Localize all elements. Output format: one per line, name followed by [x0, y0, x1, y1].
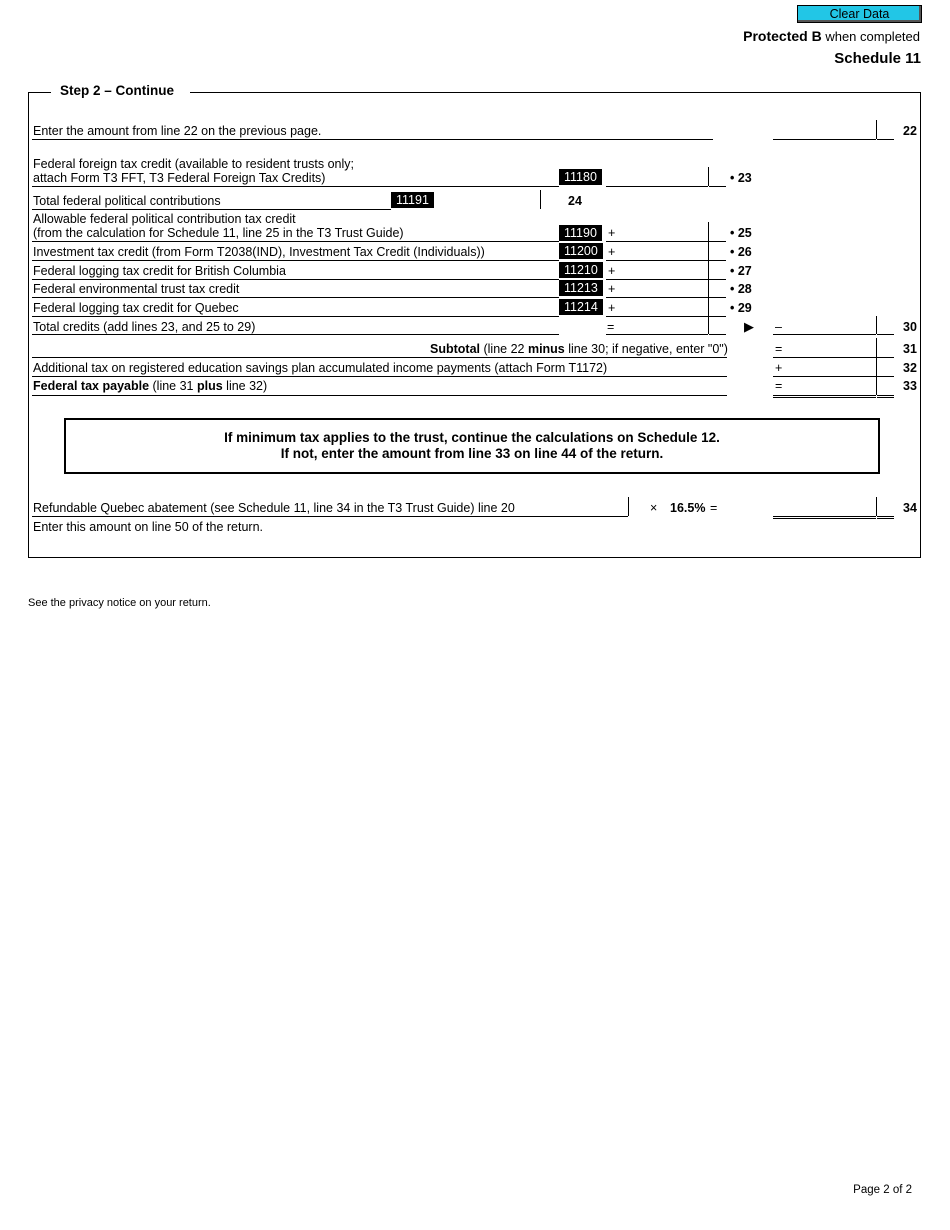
line29-label: Federal logging tax credit for Quebec — [33, 301, 239, 315]
line32-num: 32 — [903, 361, 917, 375]
line31-bold2: minus — [527, 342, 565, 356]
line31-cents[interactable] — [877, 338, 894, 358]
privacy-notice: See the privacy notice on your return. — [28, 597, 211, 609]
line30-total-cents[interactable] — [877, 316, 894, 335]
line30-label: Total credits (add lines 23, and 25 to 29) — [33, 320, 256, 334]
line27-num: • 27 — [730, 264, 752, 278]
line33-mid: (line 31 — [149, 379, 197, 393]
line33-bold: Federal tax payable — [33, 379, 150, 393]
line25-num: • 25 — [730, 226, 752, 240]
line25-op: + — [608, 226, 616, 240]
line27-op: + — [608, 264, 616, 278]
line32-field[interactable] — [773, 357, 876, 377]
line34-rate: 16.5% — [670, 501, 706, 515]
line22-num: 22 — [903, 124, 917, 138]
line31-label — [430, 342, 728, 356]
line29-field[interactable] — [606, 297, 708, 317]
line33-cents[interactable] — [877, 376, 894, 398]
line34-cents[interactable] — [877, 497, 894, 519]
line23-cents[interactable] — [709, 167, 726, 187]
line29-op: + — [608, 301, 616, 315]
line25-cents[interactable] — [709, 222, 726, 242]
frame-top-right — [190, 92, 921, 93]
line31-op: = — [775, 342, 783, 356]
line28-cents[interactable] — [709, 278, 726, 298]
line24-label: Total federal political contributions — [33, 194, 221, 208]
line27-cents[interactable] — [709, 260, 726, 280]
line24-sep — [540, 190, 541, 209]
line34-eq: = — [710, 501, 718, 515]
line26-code: 11200 — [559, 243, 603, 259]
line28-code: 11213 — [559, 280, 603, 296]
line33-bold2: plus — [196, 379, 223, 393]
minimum-tax-notice — [64, 418, 880, 474]
line23-field[interactable] — [606, 167, 708, 187]
frame-top-left — [28, 92, 51, 93]
clear-data-button[interactable]: Clear Data — [797, 5, 922, 23]
page-number: Page 2 of 2 — [853, 1184, 912, 1196]
line28-label: Federal environmental trust tax credit — [33, 282, 240, 296]
line34-underline — [32, 516, 628, 517]
protected-bold: Protected B — [743, 28, 822, 44]
notice-line1: If minimum tax applies to the trust, continue the calculations on Schedule 12. — [224, 430, 720, 445]
line23-label2: attach Form T3 FFT, T3 Federal Foreign Tax Credits) — [33, 171, 326, 185]
line31-bold: Subtotal — [430, 342, 480, 356]
line33-num: 33 — [903, 379, 917, 393]
line31-mid1: (line 22 — [480, 342, 528, 356]
line22-cents[interactable] — [877, 120, 894, 140]
line24-num: 24 — [568, 194, 582, 208]
line33-end: line 32) — [222, 379, 268, 393]
line34-line20-field[interactable] — [528, 497, 628, 516]
line31-underline — [32, 357, 727, 358]
line26-cents[interactable] — [709, 241, 726, 261]
line25-code: 11190 — [559, 225, 602, 241]
line33-op: = — [775, 379, 783, 393]
line28-underline — [32, 297, 559, 298]
line33-label — [33, 379, 267, 393]
line28-op: + — [608, 282, 616, 296]
line22-underline — [32, 139, 713, 140]
line32-label: Additional tax on registered education savings plan accumulated income payments (attach Form T1172) — [33, 361, 608, 375]
line25-label1: Allowable federal political contribution tax credit — [33, 212, 296, 226]
line30-field[interactable] — [606, 316, 708, 335]
line29-code: 11214 — [559, 299, 603, 315]
line22-label: Enter the amount from line 22 on the previous page. — [33, 124, 322, 138]
line24-field[interactable] — [438, 190, 540, 209]
line25-label2: (from the calculation for Schedule 11, line 25 in the T3 Trust Guide) — [33, 226, 404, 240]
line30-op: – — [775, 320, 782, 334]
line32-cents[interactable] — [877, 357, 894, 377]
schedule-title: Schedule 11 — [834, 50, 921, 67]
line30-total-field[interactable] — [773, 316, 876, 335]
line31-mid2: line 30; if negative, enter "0") — [564, 342, 728, 356]
line29-cents[interactable] — [709, 297, 726, 317]
multiply-sign: × — [650, 501, 658, 515]
line27-field[interactable] — [606, 260, 708, 280]
line25-field[interactable] — [606, 222, 708, 242]
line34-sep — [628, 497, 629, 516]
arrow-icon: ▶ — [744, 319, 754, 334]
line32-underline — [32, 376, 727, 377]
line24-underline — [32, 209, 391, 210]
line33-field[interactable] — [773, 376, 876, 398]
line33-underline — [32, 395, 727, 396]
line26-underline — [32, 260, 559, 261]
step-title: Step 2 – Continue — [60, 83, 175, 98]
line29-num: • 29 — [730, 301, 752, 315]
line25-underline — [32, 241, 559, 242]
line26-label: Investment tax credit (from Form T2038(IND), Investment Tax Credit (Individuals)) — [33, 245, 485, 259]
line28-num: • 28 — [730, 282, 752, 296]
protected-label — [743, 28, 920, 44]
line30-eq: = — [607, 320, 615, 334]
protected-rest: when completed — [821, 29, 920, 44]
line34-num: 34 — [903, 501, 917, 515]
line31-num: 31 — [903, 342, 917, 356]
line28-field[interactable] — [606, 278, 708, 298]
line31-field[interactable] — [773, 338, 876, 358]
line27-underline — [32, 279, 559, 280]
notice-line2: If not, enter the amount from line 33 on line 44 of the return. — [280, 446, 664, 461]
line26-field[interactable] — [606, 241, 708, 261]
line30-underline — [32, 334, 559, 335]
line23-code: 11180 — [559, 169, 602, 185]
line26-op: + — [608, 245, 616, 259]
line32-op: + — [775, 361, 783, 375]
line29-underline — [32, 316, 559, 317]
line27-label: Federal logging tax credit for British Columbia — [33, 264, 286, 278]
line26-num: • 26 — [730, 245, 752, 259]
line27-code: 11210 — [559, 262, 603, 278]
line23-num: • 23 — [730, 171, 752, 185]
line23-label1: Federal foreign tax credit (available to resident trusts only; — [33, 157, 354, 171]
line34-field[interactable] — [773, 497, 876, 519]
line30-num: 30 — [903, 320, 917, 334]
line34-note: Enter this amount on line 50 of the return. — [33, 520, 263, 534]
line34-label: Refundable Quebec abatement (see Schedule 11, line 34 in the T3 Trust Guide) line 20 — [33, 501, 515, 515]
line24-code: 11191 — [391, 192, 434, 208]
line30-cents[interactable] — [709, 316, 726, 335]
line23-underline — [32, 186, 559, 187]
line22-field[interactable] — [773, 120, 876, 140]
